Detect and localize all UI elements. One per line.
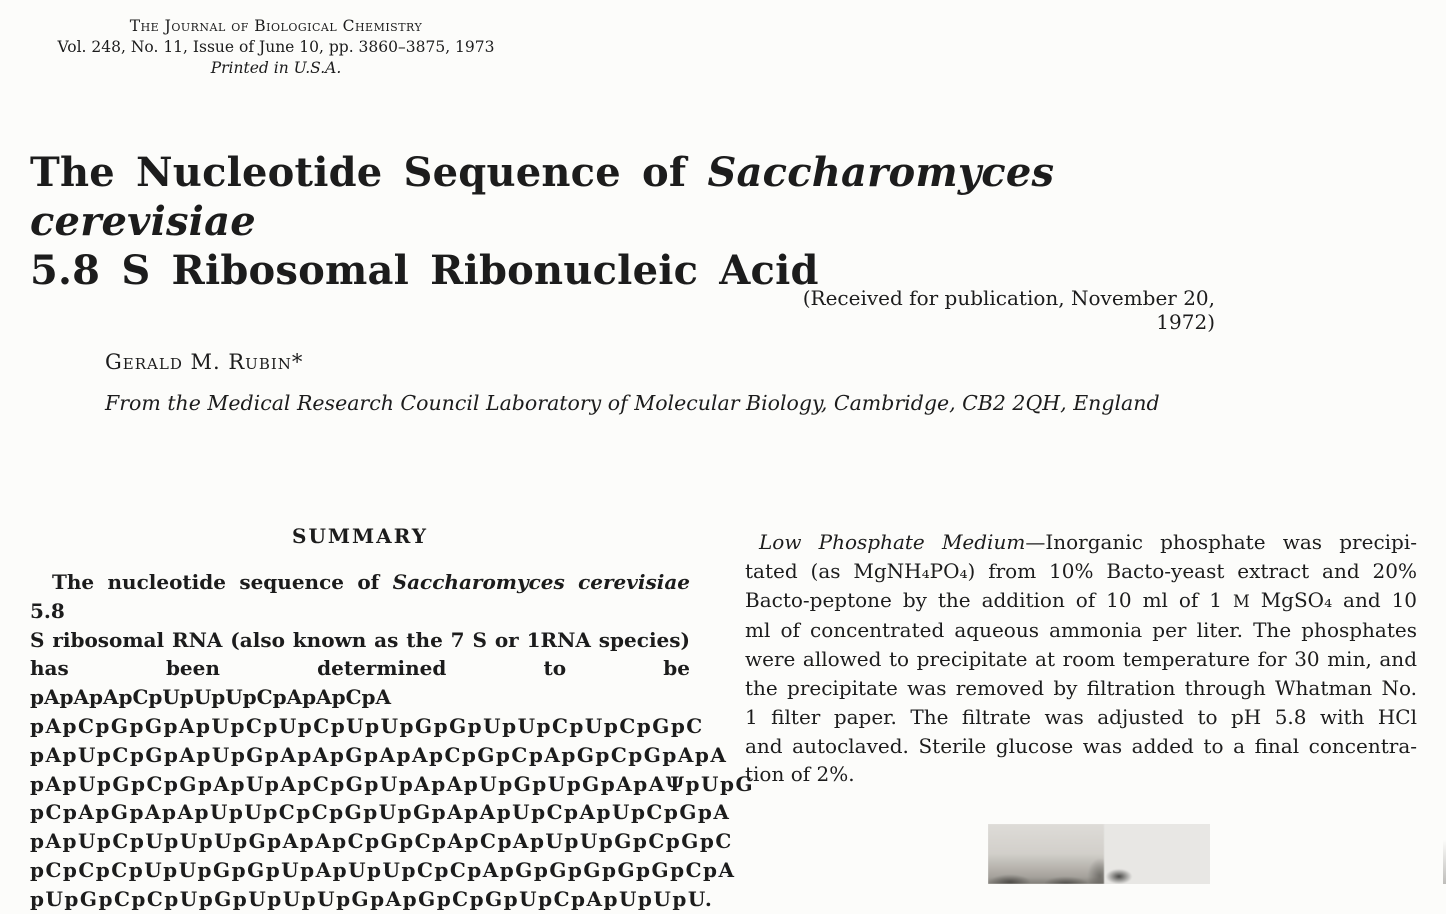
article-title bbox=[30, 148, 1210, 295]
summary-section bbox=[30, 524, 755, 914]
printed-in-line: Printed in U.S.A. bbox=[210, 59, 342, 77]
title-line-1: The Nucleotide Sequence of Saccharomyces cerevisiae bbox=[30, 149, 1055, 245]
methods-subheading: Low Phosphate Medium bbox=[759, 530, 1026, 554]
summary-line: S ribosomal RNA (also known as the 7 S or 1RNA species) bbox=[30, 627, 690, 652]
author-affiliation: From the Medical Research Council Laboratory of Molecular Biology, Cambridge, CB2 2QH, England bbox=[105, 391, 1160, 415]
summary-line: has been determined to be pApApApCpUpUpUpCpApApCpA bbox=[30, 656, 690, 710]
species-name-summary: Saccharomyces cerevisiae bbox=[392, 570, 691, 594]
author-name: Gerald M. Rubin* bbox=[105, 350, 304, 374]
journal-name: The Journal of Biological Chemistry bbox=[129, 17, 423, 35]
molar-symbol: M bbox=[1232, 591, 1250, 611]
journal-issue-line: Vol. 248, No. 11, Issue of June 10, pp. 3860–3875, 1973 bbox=[57, 38, 495, 56]
summary-heading: SUMMARY bbox=[292, 524, 428, 548]
summary-sequence-line: pCpApGpApApUpUpCpCpGpUpGpApApUpCpApUpCpGpA bbox=[30, 800, 731, 825]
methods-line: Low Phosphate Medium—Inorganic phosphate was precipi- bbox=[759, 530, 1417, 554]
methods-line: ml of concentrated aqueous ammonia per liter. The phosphates bbox=[745, 618, 1417, 643]
summary-sequence-line: pApUpGpCpGpApUpApCpGpUpApApUpGpUpGpApAΨpUpG bbox=[30, 771, 755, 796]
summary-sequence-line: pCpCpCpUpUpGpGpUpApUpUpCpCpApGpGpGpGpGpCpA bbox=[30, 857, 736, 882]
summary-sequence-line: pUpGpCpCpUpGpUpUpUpGpApGpCpGpUpCpApUpUpU. bbox=[30, 886, 714, 911]
summary-sequence-line: pApUpCpUpUpUpGpApApCpGpCpApCpApUpUpGpCpGpC bbox=[30, 829, 733, 854]
title-line-2: 5.8 S Ribosomal Ribonucleic Acid bbox=[30, 247, 819, 294]
gel-lane-dark bbox=[988, 824, 1104, 884]
methods-line: were allowed to precipitate at room temperature for 30 min, and bbox=[745, 647, 1417, 672]
species-name-title: Saccharomyces cerevisiae bbox=[30, 149, 1055, 245]
summary-sequence-line: pApUpCpGpApUpGpApApGpApApCpGpCpApGpCpGpApA bbox=[30, 742, 728, 767]
summary-sequence-line: pApCpGpGpApUpCpUpCpUpUpGpGpUpUpCpUpCpGpC bbox=[30, 713, 704, 738]
methods-line: and autoclaved. Sterile glucose was added to a final concentra- bbox=[745, 733, 1417, 758]
methods-paragraph bbox=[745, 528, 1417, 789]
methods-line: the precipitate was removed by filtration through Whatman No. bbox=[745, 675, 1417, 700]
methods-line: tion of 2%. bbox=[745, 762, 855, 787]
gel-photo bbox=[988, 824, 1210, 884]
received-line: (Received for publication, November 20, 1972) bbox=[802, 286, 1215, 334]
journal-masthead bbox=[36, 16, 516, 79]
summary-line: The nucleotide sequence of Saccharomyces cerevisiae 5.8 bbox=[30, 570, 691, 623]
gel-dark-spot bbox=[1106, 869, 1132, 884]
methods-line: 1 filter paper. The filtrate was adjusted to pH 5.8 with HCl bbox=[745, 704, 1417, 729]
methods-line: tated (as MgNH₄PO₄) from 10% Bacto-yeast extract and 20% bbox=[745, 558, 1417, 583]
methods-line: Bacto-peptone by the addition of 10 ml of 1 M MgSO₄ and 10 bbox=[745, 587, 1418, 612]
